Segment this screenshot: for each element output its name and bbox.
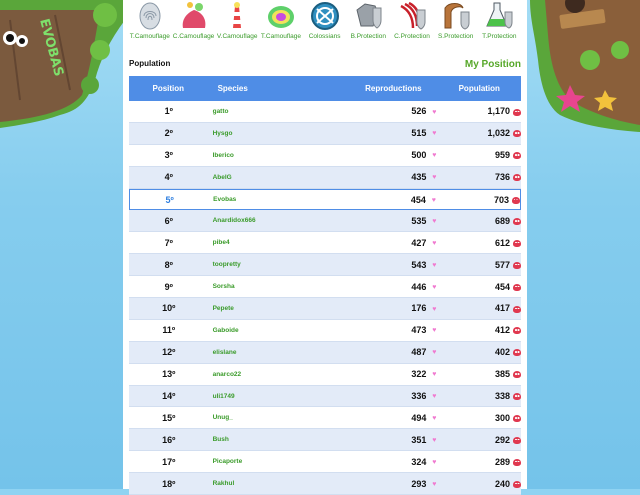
row-species-link[interactable]: pibe4: [212, 239, 230, 247]
row-species-link[interactable]: gatto: [212, 107, 229, 115]
heart-icon: ♥: [432, 283, 437, 291]
table-row: [129, 210, 521, 232]
row-species-link[interactable]: Hysgo: [212, 129, 233, 137]
row-reproductions: [352, 238, 437, 248]
table-row: [129, 473, 521, 495]
ability-v-camouflage[interactable]: [215, 0, 259, 44]
reproductions-value: 446: [411, 281, 427, 292]
right-island: [530, 0, 640, 135]
creature-icon: [513, 371, 521, 378]
population-value: 338: [494, 391, 510, 402]
heart-icon: ♥: [432, 327, 437, 335]
table-row: [129, 451, 521, 473]
reproductions-value: 176: [411, 303, 427, 314]
population-value: 300: [494, 412, 510, 423]
ability-label: Colossians: [308, 33, 341, 40]
paint-blob-icon: [177, 0, 211, 32]
creature-icon: [513, 152, 521, 159]
row-species-link[interactable]: Sorsha: [212, 283, 235, 291]
ranking-table: [129, 76, 521, 495]
creature-icon: [513, 459, 521, 466]
row-species-link[interactable]: Rakhul: [212, 480, 235, 488]
ability-label: B.Protection: [350, 33, 386, 40]
heart-icon: ♥: [432, 480, 437, 488]
row-reproductions: [352, 282, 437, 292]
creature-icon: [513, 130, 521, 137]
population-value: 417: [494, 303, 510, 314]
row-species-link[interactable]: Pepete: [212, 304, 234, 312]
creature-icon: [512, 197, 520, 204]
row-position: 4º: [164, 172, 173, 183]
ability-label: C.Protection: [394, 33, 430, 40]
row-population: [436, 303, 521, 313]
table-row: [129, 342, 521, 364]
ability-s-protection[interactable]: [434, 0, 478, 44]
row-population: [436, 479, 521, 489]
row-reproductions: [352, 325, 437, 335]
row-species-link[interactable]: Bush: [212, 436, 229, 444]
ability-b-protection[interactable]: [346, 0, 390, 44]
table-row: [129, 254, 521, 276]
table-row: [129, 298, 521, 320]
reproductions-value: 515: [411, 128, 427, 139]
row-population: [436, 457, 521, 467]
table-row: [129, 123, 521, 145]
row-position: 12º: [162, 347, 176, 358]
row-reproductions: [352, 435, 437, 445]
population-value: 612: [494, 237, 510, 248]
ability-c-camouflage[interactable]: [172, 0, 216, 44]
row-reproductions: [352, 347, 437, 357]
header-reproductions: Reproductions: [365, 84, 422, 93]
row-reproductions: [352, 128, 437, 138]
island-sign-text: EVOBAS: [36, 17, 66, 79]
table-row: [129, 232, 521, 254]
row-reproductions: [352, 195, 436, 205]
population-value: 240: [494, 478, 510, 489]
row-population: [436, 369, 521, 379]
row-reproductions: [352, 216, 437, 226]
creature-icon: [513, 393, 521, 400]
heat-blob-icon: [264, 0, 298, 32]
row-reproductions: [352, 150, 437, 160]
row-reproductions: [352, 391, 437, 401]
row-population: [436, 128, 521, 138]
row-position: 2º: [164, 128, 173, 139]
reproductions-value: 324: [411, 456, 427, 467]
shield-disc-icon: [308, 0, 342, 32]
reproductions-value: 543: [411, 259, 427, 270]
row-species-link[interactable]: toopretty: [212, 261, 241, 269]
row-population: [436, 347, 521, 357]
row-population: [436, 216, 521, 226]
fingerprint-icon: [133, 0, 167, 32]
section-title: Population: [129, 59, 171, 68]
creature-icon: [513, 218, 521, 225]
heart-icon: ♥: [432, 152, 437, 160]
potion-shield-icon: [482, 0, 516, 32]
row-reproductions: [352, 457, 437, 467]
reproductions-value: 293: [411, 478, 427, 489]
row-population: [436, 195, 520, 205]
header-population: Population: [458, 84, 500, 93]
heart-icon: ♥: [432, 218, 437, 226]
row-position: 5º: [165, 194, 174, 205]
creature-icon: [513, 174, 521, 181]
row-population: [436, 260, 521, 270]
creature-icon: [513, 262, 521, 269]
reproductions-value: 427: [411, 237, 427, 248]
heart-icon: ♥: [432, 108, 437, 116]
table-row: [129, 276, 521, 298]
reproductions-value: 487: [411, 347, 427, 358]
creature-icon: [513, 240, 521, 247]
population-value: 402: [494, 347, 510, 358]
table-row: [129, 189, 521, 211]
reproductions-value: 336: [411, 391, 427, 402]
ability-t-protection[interactable]: [478, 0, 522, 44]
row-species-link[interactable]: Picaporte: [212, 458, 243, 466]
population-value: 1,032: [487, 128, 510, 139]
table-row: [129, 320, 521, 342]
row-population: [436, 150, 521, 160]
population-value: 577: [494, 259, 510, 270]
left-island: [0, 0, 125, 135]
heart-icon: ♥: [432, 349, 437, 357]
row-position: 17º: [162, 456, 176, 467]
row-species-link[interactable]: Evobas: [213, 196, 237, 203]
row-position: 18º: [162, 478, 176, 489]
header-species: Species: [217, 84, 248, 93]
row-position: 15º: [162, 412, 176, 423]
population-value: 412: [494, 325, 510, 336]
row-position: 9º: [164, 281, 173, 292]
row-position: 13º: [162, 369, 176, 380]
row-population: [436, 435, 521, 445]
row-position: 8º: [164, 259, 173, 270]
creature-icon: [513, 415, 521, 422]
heart-icon: ♥: [431, 196, 436, 204]
table-row: [129, 145, 521, 167]
row-position: 11º: [162, 325, 176, 336]
heart-icon: ♥: [432, 130, 437, 138]
row-reproductions: [352, 413, 437, 423]
reproductions-value: 535: [411, 215, 427, 226]
population-value: 454: [494, 281, 510, 292]
table-row: [129, 364, 521, 386]
row-reproductions: [352, 106, 437, 116]
heart-icon: ♥: [432, 261, 437, 269]
row-population: [436, 172, 521, 182]
heart-icon: ♥: [432, 436, 437, 444]
row-position: 1º: [164, 106, 173, 117]
ability-label: V.Camouflage: [216, 33, 258, 40]
reproductions-value: 473: [411, 325, 427, 336]
reproductions-value: 435: [411, 172, 427, 183]
creature-icon: [513, 284, 521, 291]
row-population: [436, 106, 521, 116]
heart-icon: ♥: [432, 393, 437, 401]
row-species-link[interactable]: elislane: [212, 348, 237, 356]
row-species-link[interactable]: uli1749: [212, 392, 235, 400]
row-population: [436, 282, 521, 292]
horn-shield-icon: [439, 0, 473, 32]
population-value: 292: [494, 434, 510, 445]
row-population: [436, 238, 521, 248]
abilities-bar: [128, 0, 522, 44]
row-species-link[interactable]: Gaboide: [212, 326, 239, 334]
heart-icon: ♥: [432, 371, 437, 379]
table-row: [129, 407, 521, 429]
creature-icon: [513, 349, 521, 356]
row-position: 3º: [164, 150, 173, 161]
population-value: 289: [494, 456, 510, 467]
reproductions-value: 494: [411, 412, 427, 423]
ability-label: C.Camouflage: [172, 33, 215, 40]
row-species-link[interactable]: Anardidox666: [212, 217, 256, 225]
heart-icon: ♥: [432, 458, 437, 466]
heart-icon: ♥: [432, 415, 437, 423]
row-position: 10º: [162, 303, 176, 314]
ability-t-camouflage-2[interactable]: [259, 0, 303, 44]
row-reproductions: [352, 369, 437, 379]
reproductions-value: 500: [411, 150, 427, 161]
row-population: [436, 413, 521, 423]
ranking-panel: [123, 0, 527, 489]
creature-icon: [513, 327, 521, 334]
ability-colossians[interactable]: [303, 0, 347, 44]
row-reproductions: [352, 303, 437, 313]
table-row: [129, 101, 521, 123]
row-species-link[interactable]: Unug_: [212, 414, 233, 422]
population-value: 385: [494, 369, 510, 380]
row-position: 14º: [162, 391, 176, 402]
ability-label: S.Protection: [437, 33, 474, 40]
row-position: 6º: [164, 215, 173, 226]
header-position: Position: [152, 84, 185, 93]
rock-shield-icon: [351, 0, 385, 32]
row-species-link[interactable]: AbelG: [212, 173, 232, 181]
row-population: [436, 325, 521, 335]
row-population: [436, 391, 521, 401]
row-position: 16º: [162, 434, 176, 445]
population-value: 689: [494, 215, 510, 226]
ability-t-camouflage[interactable]: [128, 0, 172, 44]
reproductions-value: 351: [411, 434, 427, 445]
population-value: 959: [494, 150, 510, 161]
ability-c-protection[interactable]: [390, 0, 434, 44]
heart-icon: ♥: [432, 239, 437, 247]
row-species-link[interactable]: Iberico: [212, 151, 234, 159]
creature-icon: [513, 306, 521, 313]
reproductions-value: 526: [411, 106, 427, 117]
table-row: [129, 386, 521, 408]
creature-icon: [513, 481, 521, 488]
row-reproductions: [352, 260, 437, 270]
creature-icon: [513, 109, 521, 116]
creature-icon: [513, 437, 521, 444]
reproductions-value: 454: [410, 194, 426, 205]
table-header: [129, 76, 521, 101]
row-reproductions: [352, 479, 437, 489]
ability-label: T.Camouflage: [260, 33, 301, 40]
table-row: [129, 167, 521, 189]
ability-label: T.Protection: [482, 33, 517, 40]
my-position-link[interactable]: My Position: [464, 59, 521, 70]
table-row: [129, 429, 521, 451]
ability-label: T.Camouflage: [129, 33, 170, 40]
table-body: [129, 101, 521, 495]
row-species-link[interactable]: anarco22: [212, 370, 242, 378]
row-reproductions: [352, 172, 437, 182]
population-value: 703: [493, 194, 509, 205]
heart-icon: ♥: [432, 305, 437, 313]
claw-shield-icon: [395, 0, 429, 32]
population-value: 736: [494, 172, 510, 183]
heart-icon: ♥: [432, 174, 437, 182]
row-position: 7º: [164, 237, 173, 248]
reproductions-value: 322: [411, 369, 427, 380]
lighthouse-icon: [220, 0, 254, 32]
population-value: 1,170: [487, 106, 510, 117]
